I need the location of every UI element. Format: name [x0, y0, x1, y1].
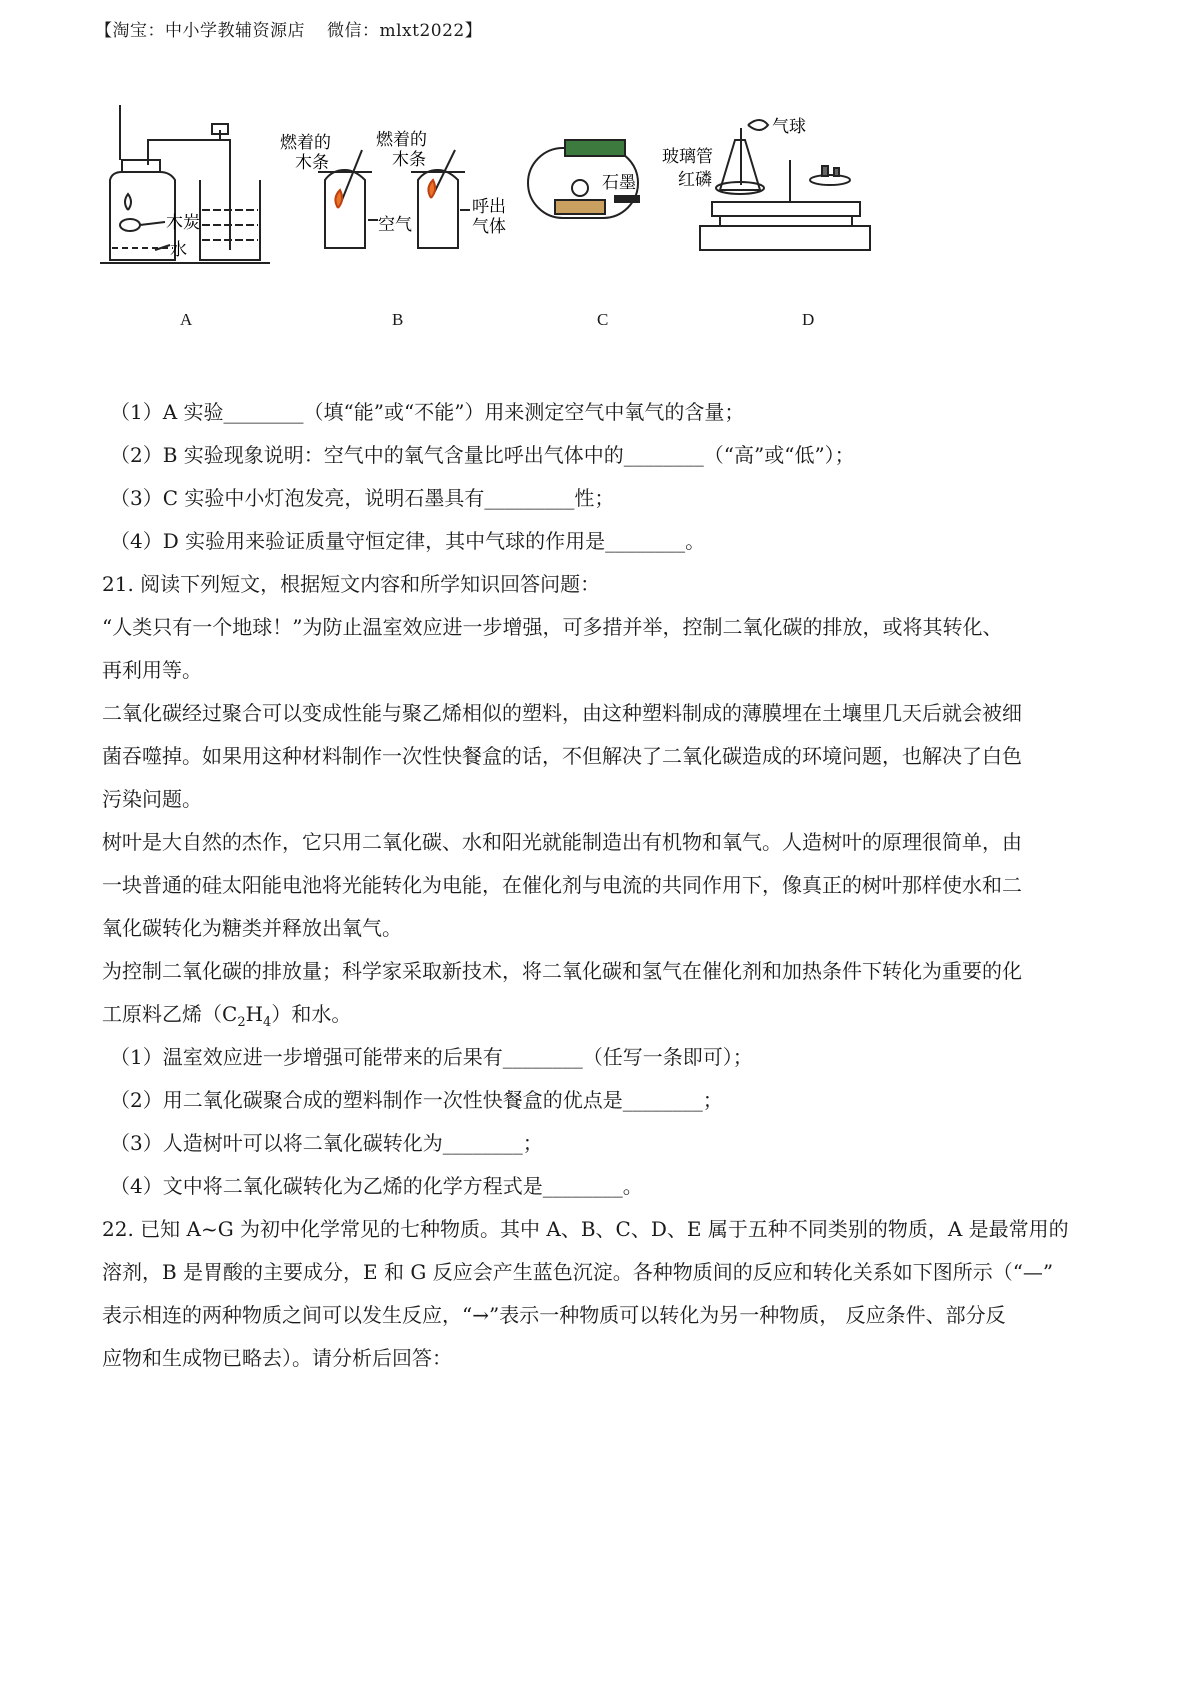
header-wechat: 微信：mlxt2022】 — [327, 21, 483, 41]
d-tube-label: 玻璃管 — [662, 147, 713, 167]
q21-p4-l2 — [102, 998, 351, 1030]
experiment-figure — [100, 100, 1000, 340]
b-breath-l2: 气体 — [472, 217, 506, 237]
q21-p3-l2: 一块普通的硅太阳能电池将光能转化为电能，在催化剂与电流的共同作用下，像真正的树叶那样使水和二 — [102, 873, 1022, 897]
q21-p1-l1: “人类只有一个地球！”为防止温室效应进一步增强，可多措并举，控制二氧化碳的排放，或将其转化、 — [102, 615, 1003, 639]
q22-line-2: 溶剂，B 是胃酸的主要成分，E 和 G 反应会产生蓝色沉淀。各种物质间的反应和转化关系如下图所示（“—” — [102, 1260, 1054, 1284]
apparatus-d — [700, 120, 870, 250]
q21-question-4: （4）文中将二氧化碳转化为乙烯的化学方程式是________。 — [110, 1174, 643, 1198]
q21-p2-l3: 污染问题。 — [102, 787, 202, 811]
q21-p4-l2b: ）和水。 — [271, 1002, 352, 1026]
q21-mid-h: H — [245, 1002, 264, 1026]
q21-p1-l2: 再利用等。 — [102, 658, 202, 682]
q22-line-1: 22. 已知 A~G 为初中化学常见的七种物质。其中 A、B、C、D、E 属于五种不同类别的物质，A 是最常用的 — [102, 1217, 1069, 1241]
q21-p2-l2: 菌吞噬掉。如果用这种材料制作一次性快餐盒的话，不但解决了二氧化碳造成的环境问题，也解决了白色 — [102, 744, 1022, 768]
q22-line-4: 应物和生成物已略去）。请分析后回答： — [102, 1346, 452, 1370]
b-air-label: 空气 — [378, 215, 412, 235]
q20-item-4: （4）D 实验用来验证质量守恒定律，其中气球的作用是________。 — [110, 529, 706, 553]
q21-p2-l1: 二氧化碳经过聚合可以变成性能与聚乙烯相似的塑料，由这种塑料制成的薄膜埋在土壤里几天后就会被细 — [102, 701, 1022, 725]
q21-p4-l1: 为控制二氧化碳的排放量；科学家采取新技术，将二氧化碳和氢气在催化剂和加热条件下转化为重要的化 — [102, 959, 1022, 983]
d-balloon-label: 气球 — [772, 117, 806, 137]
q21-sub-4: 4 — [263, 1015, 272, 1030]
q21-sub-2: 2 — [237, 1015, 246, 1030]
q21-p3-l3: 氧化碳转化为糖类并释放出氧气。 — [102, 916, 402, 940]
d-phosphorus-label: 红磷 — [678, 170, 712, 190]
header-shop: 【淘宝：中小学教辅资源店 — [95, 21, 305, 41]
a-charcoal-label: 木炭 — [166, 213, 200, 233]
q21-p3-l1: 树叶是大自然的杰作，它只用二氧化碳、水和阳光就能制造出有机物和氧气。人造树叶的原理很简单，由 — [102, 830, 1022, 854]
a-water-label: 水 — [170, 240, 187, 260]
b-breath-l1: 呼出 — [472, 197, 506, 217]
q20-item-2: （2）B 实验现象说明：空气中的氧气含量比呼出气体中的________（“高”或“低”）； — [110, 443, 855, 467]
q21-p4-l2a: 工原料乙烯（C — [102, 1002, 238, 1026]
figure-label-d: D — [802, 310, 815, 329]
q20-item-3: （3）C 实验中小灯泡发亮，说明石墨具有_________性； — [110, 486, 615, 510]
figure-label-c: C — [597, 310, 609, 329]
q21-question-2: （2）用二氧化碳聚合成的塑料制作一次性快餐盒的优点是________； — [110, 1088, 723, 1112]
q20-item-1: （1）A 实验________（填“能”或“不能”）用来测定空气中氧气的含量； — [110, 400, 745, 424]
b-stick2-l1: 燃着的 — [376, 130, 427, 150]
figure-label-a: A — [180, 310, 193, 329]
figure-label-b: B — [392, 310, 404, 329]
q21-question-1: （1）温室效应进一步增强可能带来的后果有________（任写一条即可）； — [110, 1045, 753, 1069]
q22-line-3: 表示相连的两种物质之间可以发生反应，“→”表示一种物质可以转化为另一种物质， 反应条件、部分反 — [102, 1303, 1006, 1327]
page-header — [95, 16, 482, 41]
b-stick2-l2: 木条 — [392, 150, 426, 170]
q21-title: 21. 阅读下列短文，根据短文内容和所学知识回答问题： — [102, 572, 601, 596]
b-stick1-l2: 木条 — [295, 153, 329, 173]
b-stick1-l1: 燃着的 — [280, 133, 331, 153]
c-graphite-label: 石墨 — [602, 173, 636, 193]
q21-question-3: （3）人造树叶可以将二氧化碳转化为________； — [110, 1131, 543, 1155]
